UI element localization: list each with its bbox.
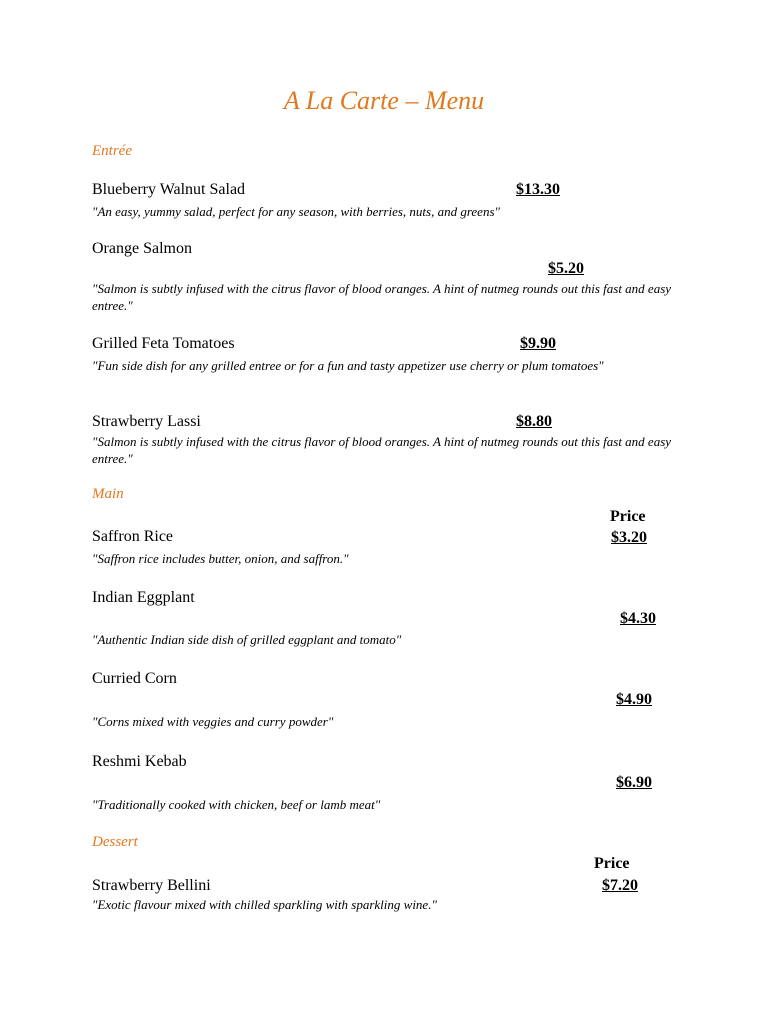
menu-item-price: $5.20 bbox=[548, 260, 584, 277]
menu-item-price: $7.20 bbox=[602, 877, 638, 894]
menu-item-price: $8.80 bbox=[516, 413, 552, 430]
menu-item-description: "Salmon is subtly infused with the citrus flavor of blood oranges. A hint of nutmeg rounds out this fast and easy entree." bbox=[92, 434, 672, 466]
menu-item-description: "Exotic flavour mixed with chilled sparkling with sparkling wine." bbox=[92, 897, 437, 912]
menu-item-name: Orange Salmon bbox=[92, 240, 192, 257]
menu-item-price: $9.90 bbox=[520, 335, 556, 352]
price-column-label: Price bbox=[610, 508, 646, 525]
menu-item-name: Indian Eggplant bbox=[92, 589, 195, 606]
menu-item-price: $4.90 bbox=[616, 691, 652, 708]
menu-item-name: Reshmi Kebab bbox=[92, 753, 187, 770]
menu-item-name: Strawberry Lassi bbox=[92, 413, 201, 430]
menu-item-price: $3.20 bbox=[611, 529, 647, 546]
menu-item-name: Curried Corn bbox=[92, 670, 177, 687]
section-heading-entree: Entrée bbox=[92, 143, 132, 159]
menu-item-description: "Corns mixed with veggies and curry powder" bbox=[92, 714, 334, 729]
price-column-label: Price bbox=[594, 855, 630, 872]
menu-item-description: "An easy, yummy salad, perfect for any season, with berries, nuts, and greens" bbox=[92, 204, 500, 219]
section-heading-dessert: Dessert bbox=[92, 834, 138, 850]
menu-item-price: $6.90 bbox=[616, 774, 652, 791]
section-heading-main: Main bbox=[92, 486, 124, 502]
menu-item-description: "Saffron rice includes butter, onion, and saffron." bbox=[92, 551, 349, 566]
menu-item-price: $4.30 bbox=[620, 610, 656, 627]
menu-item-description: "Fun side dish for any grilled entree or for a fun and tasty appetizer use cherry or plum tomatoes" bbox=[92, 358, 604, 373]
menu-item-name: Grilled Feta Tomatoes bbox=[92, 335, 235, 352]
menu-item-description: "Traditionally cooked with chicken, beef or lamb meat" bbox=[92, 797, 381, 812]
menu-item-description: "Salmon is subtly infused with the citrus flavor of blood oranges. A hint of nutmeg rounds out this fast and easy entree." bbox=[92, 281, 672, 313]
menu-item-name: Saffron Rice bbox=[92, 528, 174, 545]
menu-item-name: Blueberry Walnut Salad bbox=[92, 181, 246, 198]
menu-item-name: Strawberry Bellini bbox=[92, 877, 211, 894]
page-title: A La Carte – Menu bbox=[283, 86, 485, 115]
menu-item-description: "Authentic Indian side dish of grilled eggplant and tomato" bbox=[92, 632, 402, 647]
menu-item-price: $13.30 bbox=[516, 181, 560, 198]
